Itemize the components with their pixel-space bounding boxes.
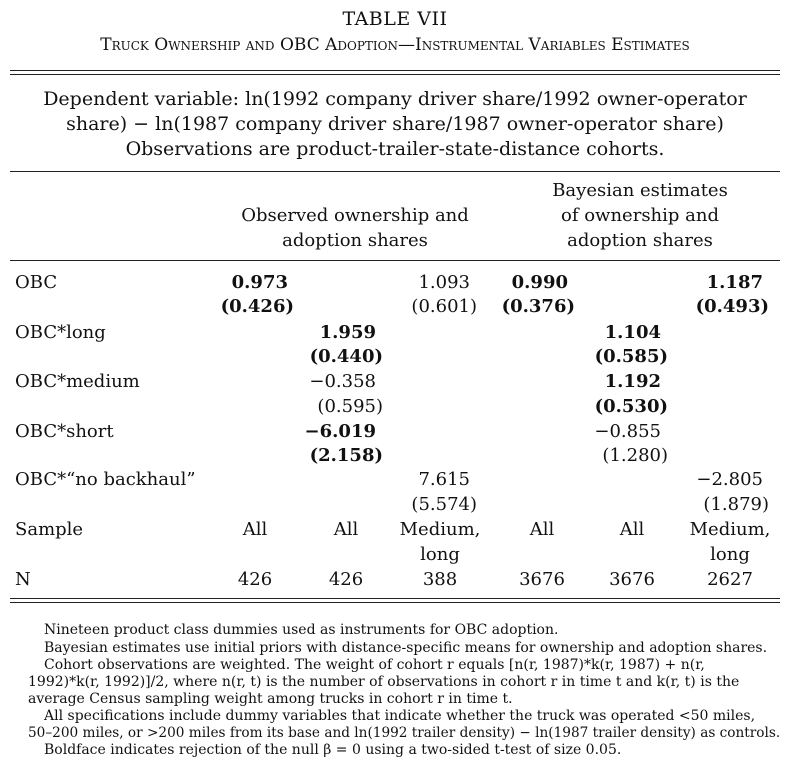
observed-header-1: Observed ownership and xyxy=(241,205,469,226)
note-controls-2: 50–200 miles, or >200 miles from its base and ln(1992 trailer density) − ln(1987 trailer density) as controls. xyxy=(28,725,781,741)
note-weights-3: average Census sampling weight among trucks in cohort r in time t. xyxy=(28,691,513,707)
bottom-rule-1 xyxy=(10,598,780,599)
sample-col1: All xyxy=(242,519,268,540)
dependent-line-3: Observations are product-trailer-state-distance cohorts. xyxy=(125,138,665,160)
nobackhaul-col6-coef: −2.805 xyxy=(696,469,763,490)
note-bayesian: Bayesian estimates use initial priors with distance-specific means for ownership and adoption shares. xyxy=(44,640,768,656)
column-header-rule xyxy=(10,260,780,261)
bayes-header-2: of ownership and xyxy=(561,205,719,226)
short-col5-se: (1.280) xyxy=(602,445,668,466)
short-col5-coef: −0.855 xyxy=(594,421,661,442)
row-label-obc: OBC xyxy=(15,272,58,293)
long-col2-coef: 1.959 xyxy=(319,322,376,343)
n-col5: 3676 xyxy=(609,569,655,590)
long-col5-coef: 1.104 xyxy=(604,322,661,343)
n-col3: 388 xyxy=(422,569,458,590)
sample-col2: All xyxy=(333,519,359,540)
sample-col6-line1: Medium, xyxy=(689,519,771,540)
table-subtitle: Truck Ownership and OBC Adoption—Instrumental Variables Estimates xyxy=(100,35,690,55)
sample-col3-line2: long xyxy=(420,544,460,565)
top-rule-1 xyxy=(10,70,780,71)
row-label-obc-no-backhaul: OBC*“no backhaul” xyxy=(15,469,196,490)
note-weights-1: Cohort observations are weighted. The weight of cohort r equals [n(r, 1987)*k(r, 1987) + n(r, xyxy=(44,657,705,673)
short-col2-coef: −6.019 xyxy=(304,421,376,442)
note-instruments: Nineteen product class dummies used as instruments for OBC adoption. xyxy=(44,622,559,638)
row-label-sample: Sample xyxy=(15,519,84,540)
obc-col3-coef: 1.093 xyxy=(418,272,470,293)
obc-col4-coef: 0.990 xyxy=(511,272,568,293)
medium-col2-se: (0.595) xyxy=(317,396,383,417)
long-col5-se: (0.585) xyxy=(594,346,668,367)
n-col1: 426 xyxy=(237,569,273,590)
obc-col3-se: (0.601) xyxy=(411,296,477,317)
n-col6: 2627 xyxy=(707,569,753,590)
obc-col6-coef: 1.187 xyxy=(706,272,763,293)
observed-header-2: adoption shares xyxy=(282,230,428,251)
nobackhaul-col3-se: (5.574) xyxy=(411,494,477,515)
dependent-line-2: share) − ln(1987 company driver share/1987 owner-operator share) xyxy=(66,113,724,135)
header-rule xyxy=(10,171,780,172)
nobackhaul-col3-coef: 7.615 xyxy=(418,469,470,490)
table-title: TABLE VII xyxy=(342,8,448,30)
bayes-header-3: adoption shares xyxy=(567,230,713,251)
row-label-obc-medium: OBC*medium xyxy=(15,371,140,392)
obc-col6-se: (0.493) xyxy=(695,296,769,317)
note-boldface: Boldface indicates rejection of the null β = 0 using a two-sided t-test of size 0.05. xyxy=(44,742,622,758)
medium-col5-coef: 1.192 xyxy=(604,371,661,392)
n-col4: 3676 xyxy=(519,569,565,590)
obc-col4-se: (0.376) xyxy=(501,296,575,317)
n-col2: 426 xyxy=(328,569,364,590)
top-rule-2 xyxy=(10,74,780,75)
short-col2-se: (2.158) xyxy=(309,445,383,466)
bottom-rule-2 xyxy=(10,602,780,603)
row-label-obc-short: OBC*short xyxy=(15,421,114,442)
obc-col1-coef: 0.973 xyxy=(231,272,288,293)
sample-col3-line1: Medium, xyxy=(399,519,481,540)
dependent-line-1: Dependent variable: ln(1992 company driver share/1992 owner-operator xyxy=(43,88,747,110)
note-controls-1: All specifications include dummy variables that indicate whether the truck was operated <50 miles, xyxy=(44,708,756,724)
obc-col1-se: (0.426) xyxy=(220,296,294,317)
row-label-n: N xyxy=(15,569,31,590)
sample-col4: All xyxy=(529,519,555,540)
medium-col2-coef: −0.358 xyxy=(309,371,376,392)
nobackhaul-col6-se: (1.879) xyxy=(703,494,769,515)
medium-col5-se: (0.530) xyxy=(594,396,668,417)
note-weights-2: 1992)*k(r, 1992)]/2, where n(r, t) is the number of observations in cohort r in time t and k(r, t) is the xyxy=(28,674,740,690)
sample-col5: All xyxy=(619,519,645,540)
row-label-obc-long: OBC*long xyxy=(15,322,106,343)
long-col2-se: (0.440) xyxy=(309,346,383,367)
bayes-header-1: Bayesian estimates xyxy=(552,180,728,201)
sample-col6-line2: long xyxy=(710,544,750,565)
